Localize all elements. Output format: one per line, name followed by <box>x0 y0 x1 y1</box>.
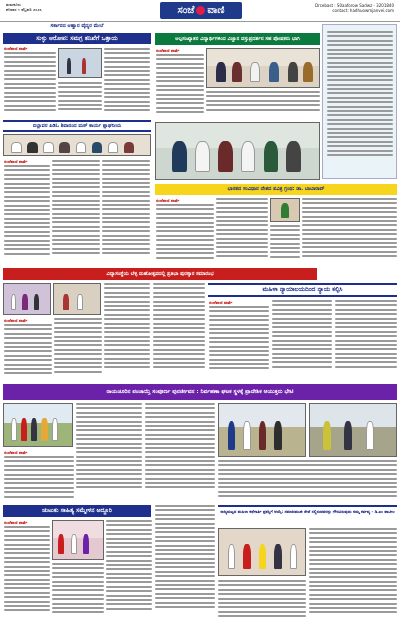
headline-women-writer-award[interactable]: ರಾಜ್ಯಮಟ್ಟದ ಮಹಿಳಾ ಕಥೆಗಾರ್ತಿ ಪ್ರಶಸ್ತಿಗೆ ಆಯ್ಕೆ: ಸಮಾಜಮುಖಿ ಸೇವೆ ಸಲ್ಲಿಸುವವರನ್ನು ಗೌರವಿಸುವುದು ನಮ್ಮ ಕರ್ತವ್ಯ - ಡಿ.ಎಂ ಪಾಟೀಲ <box>218 505 397 525</box>
photo-field-visit-3 <box>309 403 397 457</box>
article-body-17 <box>209 306 269 380</box>
article-body-25 <box>52 563 104 624</box>
masthead-city: ತುಮಕೂರು <box>6 2 21 7</box>
article-body-21 <box>76 403 142 501</box>
photo-clinic <box>58 48 102 78</box>
article-body-29 <box>218 580 306 624</box>
article-body-12 <box>270 225 300 266</box>
photo-science-exhibition <box>206 48 320 88</box>
article-body-28 <box>309 528 397 624</box>
byline-5: ಸಂಜೆವಾಣಿ ವಾರ್ತೆ <box>4 318 28 323</box>
photo-constitution-event <box>155 122 320 180</box>
article-body-4 <box>156 54 204 118</box>
masthead <box>0 0 400 22</box>
article-body-6 <box>4 165 50 265</box>
photo-speaker <box>270 198 300 222</box>
logo-word-2: ವಾಣಿ <box>207 5 225 16</box>
byline-4: ಸಂಜೆವಾಣಿ ವಾರ್ತೆ <box>156 198 180 203</box>
article-body-22 <box>145 403 215 501</box>
ad-text <box>327 31 393 171</box>
headline-constitution[interactable]: ಭಾರತದ ಸಂವಿಧಾನ ದೇಶದ ಪವಿತ್ರ ಗ್ರಂಥ: ಡಾ. ಬಾಬಾರಾವ್ <box>155 184 397 195</box>
logo-dot-icon <box>196 6 205 15</box>
article-body-27 <box>155 505 215 624</box>
article-body-13 <box>4 324 52 380</box>
article-body-15 <box>104 283 150 380</box>
article-body-3 <box>58 82 102 118</box>
byline-3: ಸಂಜೆವಾಣಿ ವಾರ್ತೆ <box>4 159 28 164</box>
headline-pdo[interactable]: ಬಿಲ್ಲಾವರ ಪಿಡಿಓ ಶಿವಾನಂದ ಮಠ್ ಕಾರ್ಯ ಶ್ಲಾಘನೀಯ <box>3 120 151 132</box>
photo-field-visit-1 <box>3 403 73 447</box>
advertisement-box[interactable] <box>322 24 397 179</box>
article-body-2 <box>104 48 150 118</box>
photo-sahitya-sammelana <box>52 520 104 560</box>
article-body-23 <box>218 460 397 502</box>
article-body-14 <box>54 318 102 380</box>
article-body-16 <box>153 283 205 380</box>
photo-jubilee-2 <box>53 283 101 315</box>
headline-banner-raichur[interactable]: ರಾಯಚೂರಿನ ಪಂಚಾಯ್ತಿ ಸಂಪೂರ್ಣ ಪುನರ್ಜೀವನ : ನಿರ್ವಹಣಾ ಘಟಕ ಸ್ಥಳಕ್ಕೆ ಪ್ರಾದೇಶಿಕ ಆಯುಕ್ತರು ಭೇಟಿ <box>3 384 397 400</box>
article-body-8 <box>102 160 150 265</box>
article-body-18 <box>272 300 332 380</box>
photo-group-left <box>3 134 151 156</box>
headline-womens-court[interactable]: ಮಹಿಳಾ ನ್ಯಾಯಾಲಯದಿಂದ ನ್ಯಾಯ ಕಲ್ಪಿಸಿ <box>208 283 397 297</box>
article-body-1 <box>4 52 56 118</box>
byline-7: ಸಂಜೆವಾಣಿ ವಾರ್ತೆ <box>4 450 28 455</box>
masthead-dateline <box>6 2 42 12</box>
newspaper-logo[interactable] <box>160 2 242 19</box>
logo-word-1: ಸಂಜೆ <box>177 5 195 16</box>
headline-top-left-kicker: ಸರ್ಕಾರದ ಆಹ್ವಾನ ವೈದ್ಯರ ಮೇಲೆ <box>3 24 151 32</box>
masthead-date: ಶನಿವಾರ ೧ ಫೆಬ್ರವರಿ ೨೦೨೬ <box>6 7 42 12</box>
masthead-contact-line-2: contact: hadhuowmjanvei.com <box>332 8 394 13</box>
article-body-10 <box>216 198 268 266</box>
headline-top-left[interactable]: ಸುಳ್ಳು ಆರೋಪ: ಸಮಗ್ರ ತನಿಖೆಗೆ ಒತ್ತಾಯ <box>3 33 151 44</box>
article-body-11 <box>302 198 397 266</box>
photo-field-visit-2 <box>218 403 306 457</box>
article-body-20 <box>4 456 74 501</box>
headline-silver-jubilee[interactable]: ವಿದ್ಯಾಸಂಸ್ಥೆಯ ಬೆಳ್ಳಿ ಮಹೋತ್ಸವದಲ್ಲಿ ಪ್ರತಿಭಾ ಪುರಸ್ಕಾರ ಸಮಾರಂಭ <box>3 268 317 280</box>
headline-chutuku-sahitya[interactable]: ಚುಟುಕು ಸಾಹಿತ್ಯ ಸಮ್ಮೇಳನ ಅದ್ದೂರಿ <box>3 505 151 517</box>
photo-award-ceremony <box>218 528 306 576</box>
article-body-26 <box>106 520 152 624</box>
article-body-9 <box>156 204 214 266</box>
byline-2: ಸಂಜೆವಾಣಿ ವಾರ್ತೆ <box>156 48 180 53</box>
photo-jubilee <box>3 283 51 315</box>
byline-6: ಸಂಜೆವಾಣಿ ವಾರ್ತೆ <box>209 300 233 305</box>
article-body-19 <box>335 300 397 380</box>
headline-science-exhibition[interactable]: ಅಲ್ಪಸಂಖ್ಯಾತರ ವಿದ್ಯಾರ್ಥಿಗಳಿಂದ ವಿಜ್ಞಾನ ವಸ್ತುಪ್ರದರ್ಶನ ಸಹ ಪೋಷಕರು ಭಾಗಿ <box>155 33 320 45</box>
byline-1: ಸಂಜೆವಾಣಿ ವಾರ್ತೆ <box>4 46 28 51</box>
article-body-7 <box>52 160 100 265</box>
masthead-contact <box>315 3 394 13</box>
article-body-24 <box>4 526 50 624</box>
byline-8: ಸಂಜೆವಾಣಿ ವಾರ್ತೆ <box>4 520 28 525</box>
article-body-5 <box>206 91 320 118</box>
masthead-contact-line-1: Drcebast : S0aaforow Sadwz - 3201840 <box>315 3 394 8</box>
